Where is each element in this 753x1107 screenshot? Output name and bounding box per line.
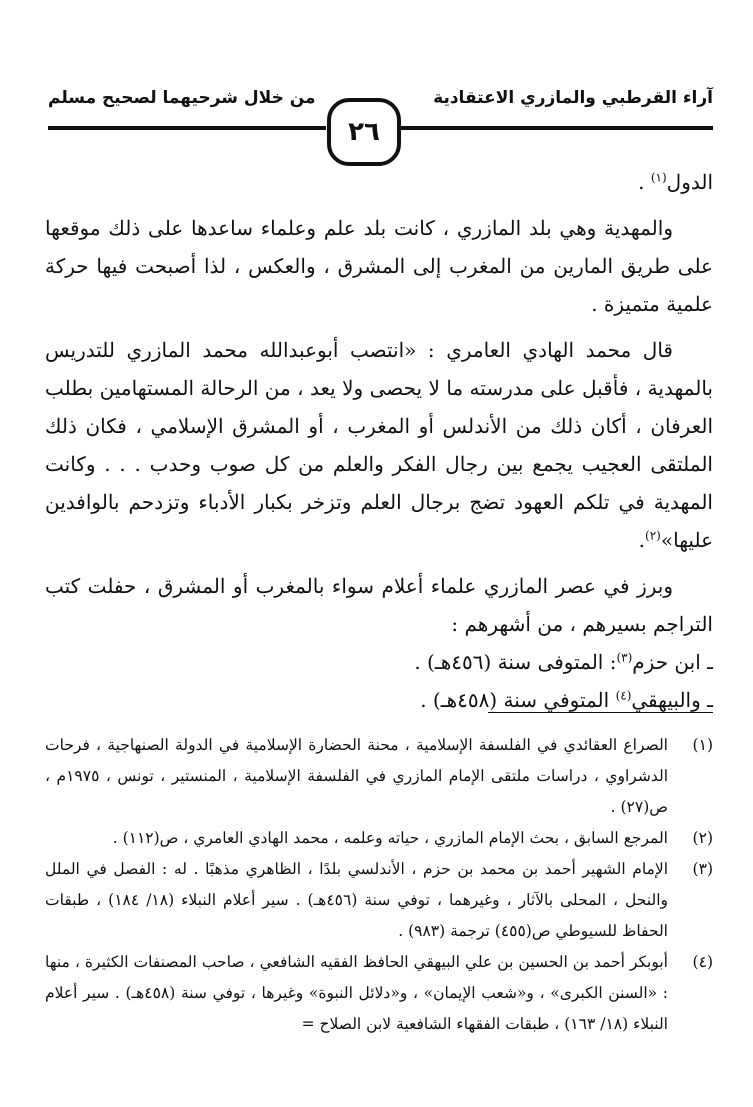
footnote-number: (٣) (692, 860, 713, 878)
page-number: ٢٦ (327, 98, 401, 166)
running-title-left: من خلال شرحيهما لصحيح مسلم (48, 88, 316, 108)
paragraph-4: وبرز في عصر المازري علماء أعلام سواء بالمغرب أو المشرق ، حفلت كتب التراجم بسيرهم ، من أشهرهم : (45, 574, 713, 636)
footnote-text: أبوبكر أحمد بن الحسين بن علي البيهقي الحافظ الفقيه الشافعي ، صاحب المصنفات الكثيرة ، منها : «السنن الكبرى» ، و«شعب الإيمان» ، و«دلائل النبوة» وغيرها ، توفي سنة (٤٥٨هـ) . سير أعلام النبلاء (١٨/ ١٦٣) ، طبقات الفقهاء الشافعية لابن الصلاح = (45, 953, 668, 1033)
footnotes (45, 730, 713, 1040)
main-text (45, 163, 713, 719)
footnote-ref-4: (٤) (615, 688, 632, 703)
header-rule-left (48, 126, 326, 130)
footnote-3 (45, 854, 713, 947)
footnote-number: (٤) (692, 953, 713, 971)
footnote-ref-2: (٢) (645, 528, 661, 543)
footnote-2 (45, 823, 713, 854)
page-header (0, 0, 753, 190)
paragraph-2: والمهدية وهي بلد المازري ، كانت بلد علم وعلماء ساعدها على ذلك موقعها على طريق المارين من المغرب إلى المشرق ، والعكس ، لذا أصبحت فيها حركة علمية متميزة . (45, 216, 713, 316)
footnote-number: (١) (692, 736, 713, 754)
paragraph-1: الدول$^{(١)}$ . (638, 170, 713, 194)
footnote-text: الإمام الشهير أحمد بن محمد بن حزم ، الأندلسي بلدًا ، الظاهري مذهبًا . له : الفصل في الملل والنحل ، المحلى بالآثار ، وغيرهما ، توفي سنة (٤٥٦هـ) . سير أعلام النبلاء (١٨/ ١٨٤) ، طبقات الحفاظ للسيوطي ص(٤٥٥) ترجمة (٩٨٣) . (45, 860, 668, 940)
paragraph-3: قال محمد الهادي العامري : «انتصب أبوعبدالله محمد المازري للتدريس بالمهدية ، فأقبل على مدرسته ما لا يحصى ولا يعد ، من الرحالة المستهامين بطلب العرفان ، أكان ذلك من الأندلس أو المغرب ، أو المشرق الإسلامي ، فكان ذلك الملتقى العجيب يجمع بين رجال الفكر والعلم من كل صوب وحدب . . . وكانت المهدية في تلكم العهود تضج برجال العلم وتزخر بكبار الأدباء وتزدحم بالوافدين عليها»$^{(٢)}$. (45, 338, 713, 552)
footnote-separator (488, 712, 713, 713)
footnote-number: (٢) (692, 829, 713, 847)
footnote-1 (45, 730, 713, 823)
list-item-ibn-hazm: ـ ابن حزم$^{(٣)}$: المتوفى سنة (٤٥٦هـ) . (414, 650, 713, 674)
header-rule-right (393, 126, 713, 130)
footnote-ref-1: (١) (650, 170, 667, 185)
footnote-4 (45, 947, 713, 1040)
footnote-ref-3: (٣) (616, 650, 633, 665)
footnote-text: الصراع العقائدي في الفلسفة الإسلامية ، محنة الحضارة الإسلامية في الدولة الصنهاجية ، فرحات الدشراوي ، دراسات ملتقى الإمام المازري في الفلسفة الإسلامية ، المنستير ، تونس ، ١٩٧٥م ، ص(٢٧) . (45, 736, 668, 816)
footnote-text: المرجع السابق ، بحث الإمام المازري ، حياته وعلمه ، محمد الهادي العامري ، ص(١١٢) . (112, 829, 668, 847)
list-item-bayhaqi: ـ والبيهقي$^{(٤)}$ المتوفي سنة (٤٥٨هـ) . (420, 688, 713, 712)
running-title-right: آراء القرطبي والمازري الاعتقادية (433, 88, 713, 108)
